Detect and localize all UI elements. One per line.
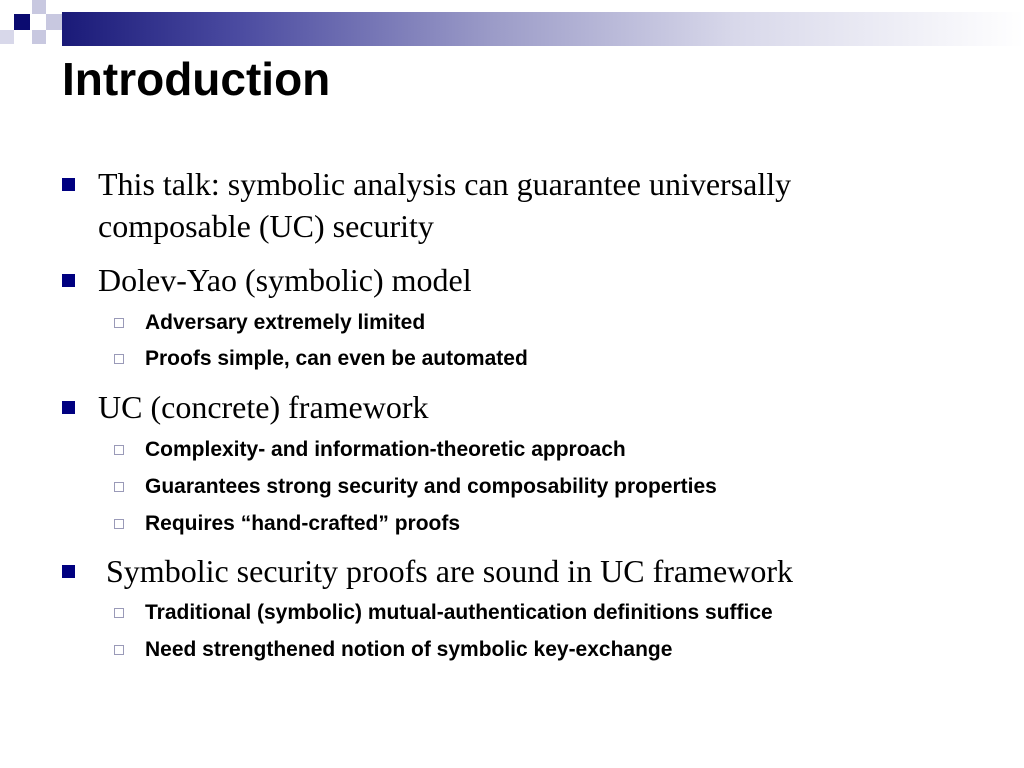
- bullet-item: [62, 551, 962, 591]
- hollow-square-bullet-icon: [114, 482, 124, 492]
- bullet-text: This talk: symbolic analysis can guarantee universally: [98, 166, 792, 202]
- decor-square-icon: [32, 30, 46, 44]
- bullet-text: Symbolic security proofs are sound in UC framework: [98, 553, 793, 589]
- sub-bullet-text: Need strengthened notion of symbolic key-exchange: [145, 638, 673, 661]
- sub-bullet-text: Proofs simple, can even be automated: [145, 347, 528, 370]
- square-bullet-icon: [62, 274, 75, 287]
- hollow-square-bullet-icon: [114, 445, 124, 455]
- sub-bullet-text: Requires “hand-crafted” proofs: [145, 512, 461, 535]
- square-bullet-icon: [62, 178, 75, 191]
- hollow-square-bullet-icon: [114, 519, 124, 529]
- decor-square-icon: [46, 14, 62, 30]
- sub-bullet-text: Traditional (symbolic) mutual-authentication definitions suffice: [145, 601, 773, 624]
- sub-bullet-text: Guarantees strong security and composability properties: [145, 475, 717, 498]
- bullet-item: [62, 260, 962, 300]
- bullet-item: [62, 387, 962, 427]
- decor-square-icon: [0, 30, 14, 44]
- hollow-square-bullet-icon: [114, 645, 124, 655]
- sub-bullet-text: Complexity- and information-theoretic approach: [145, 438, 626, 461]
- decor-square-icon: [14, 14, 30, 30]
- bullet-text: Dolev-Yao (symbolic) model: [98, 262, 472, 298]
- decor-square-icon: [32, 0, 46, 14]
- bullet-text: UC (concrete) framework: [98, 389, 429, 425]
- square-bullet-icon: [62, 565, 75, 578]
- hollow-square-bullet-icon: [114, 608, 124, 618]
- hollow-square-bullet-icon: [114, 354, 124, 364]
- bullet-item: [62, 164, 962, 244]
- slide-title: Introduction: [62, 53, 331, 105]
- header-gradient-bar: [62, 12, 1024, 46]
- square-bullet-icon: [62, 401, 75, 414]
- bullet-text-continued: composable (UC) security: [98, 208, 434, 244]
- hollow-square-bullet-icon: [114, 318, 124, 328]
- sub-bullet-text: Adversary extremely limited: [145, 311, 426, 334]
